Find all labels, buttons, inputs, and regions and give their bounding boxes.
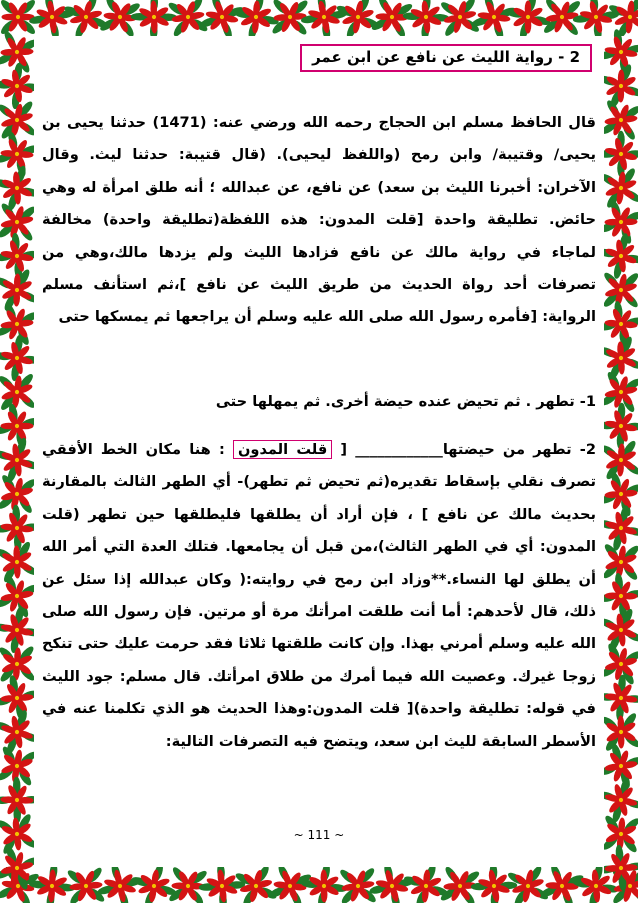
editor-note-box: قلت المدون: [233, 440, 332, 459]
poinsettia-flower-icon: [604, 572, 638, 619]
poinsettia-flower-icon: [233, 0, 280, 36]
poinsettia-flower-icon: [66, 867, 106, 903]
poinsettia-border-bottom: [0, 867, 638, 903]
poinsettia-flower-icon: [28, 0, 75, 36]
poinsettia-border-left: [0, 0, 34, 903]
poinsettia-flower-icon: [0, 334, 34, 381]
poinsettia-flower-icon: [0, 540, 34, 584]
poinsettia-flower-icon: [0, 372, 34, 412]
poinsettia-flower-icon: [604, 711, 638, 752]
paragraph-1: قال الحافظ مسلم ابن الحجاج رحمه الله ورضي عنه: (1471) حدثنا يحيى بن يحيى/ وقتيبة/ وابن رمح (واللفظ ليحيى). (قال قتيبة: حدثنا ليث. وقال الآخران: أخبرنا الليث بن سعد) عن نافع، عن عبدالله ؛ أنه طلق امرأة له وهي حائض. تطليقة واحدة [قلت المدون: هذه اللفظة(تطليقة واحدة) مخالفة لماجاء في رواية مالك عن نافع فزادها الليث ولم يزدها مالك،وهي من تصرفات أحد رواة الحديث من طريق الليث عن نافع ]،ثم استأنف مسلم الرواية: [فأمره رسول الله صلى الله عليه وسلم أن يراجعها ثم يمسكها حتى: [42, 114, 596, 326]
poinsettia-flower-icon: [335, 0, 380, 36]
paragraph-3-start: 2- تطهر من حيضتها____________ [: [332, 441, 596, 458]
poinsettia-flower-icon: [63, 0, 109, 36]
page-number: ~ 111 ~: [293, 828, 345, 842]
paragraph-3-rest: : هنا مكان الخط الأفقي تصرف نقلي بإسقاط تقديره(ثم تحيض ثم تطهر)- أي الطهر الثالث بالمقارنة بحديث مالك عن نافع ] ، فإن أراد أن يطلقها فليطلقها حين تطهر (قلت المدون: أي في الطهر الثالث)،من قبل أن يجامعها. فتلك العدة التي أمر الله أن يطلق لها النساء.**وزاد ابن رمح في روايته:( وكان عبدالله إذا سئل عن ذلك، قال لأحدهم: أما أنت طلقت امرأتك مرة أو مرتين. فإن رسول الله صلى الله عليه وسلم أمرني بهذا. وإن كانت طلقتها ثلاثا فقد حرمت عليك حتى تنكح زوجا غيرك. وعصيت الله فيما أمرك من طلاق امرأتك. قال مسلم: جود الليث في قوله: تطليقة واحدة)[ قلت المدون:وهذا الحديث هو الذي تكلمنا عنه في الأسطر السابقة لليث ابن سعد، ويتضح فيه التصرفات التالية:: [42, 441, 596, 750]
poinsettia-flower-icon: [369, 867, 416, 903]
poinsettia-flower-icon: [604, 167, 638, 210]
poinsettia-flower-icon: [167, 0, 209, 36]
poinsettia-flower-icon: [604, 28, 638, 75]
poinsettia-flower-icon: [0, 606, 34, 653]
page-content: [42, 38, 596, 863]
paragraph-2: 1- تطهر . ثم تحيض عنده حيضة أخرى. ثم يمهلها حتى: [215, 393, 596, 410]
poinsettia-flower-icon: [604, 271, 638, 310]
poinsettia-flower-icon: [604, 439, 638, 481]
poinsettia-flower-icon: [0, 644, 34, 683]
poinsettia-flower-icon: [0, 675, 34, 722]
section-title: 2 - رواية الليث عن نافع عن ابن عمر: [300, 44, 592, 72]
poinsettia-flower-icon: [0, 268, 34, 312]
poinsettia-flower-icon: [604, 232, 638, 279]
poinsettia-flower-icon: [338, 867, 378, 903]
poinsettia-border-right: [604, 0, 638, 903]
poinsettia-border-top: [0, 0, 638, 36]
poinsettia-flower-icon: [0, 812, 34, 855]
paragraph-3: [42, 434, 596, 758]
poinsettia-flower-icon: [604, 505, 638, 552]
poinsettia-flower-icon: [300, 0, 347, 36]
poinsettia-flower-icon: [604, 300, 638, 347]
poinsettia-flower-icon: [0, 403, 34, 450]
